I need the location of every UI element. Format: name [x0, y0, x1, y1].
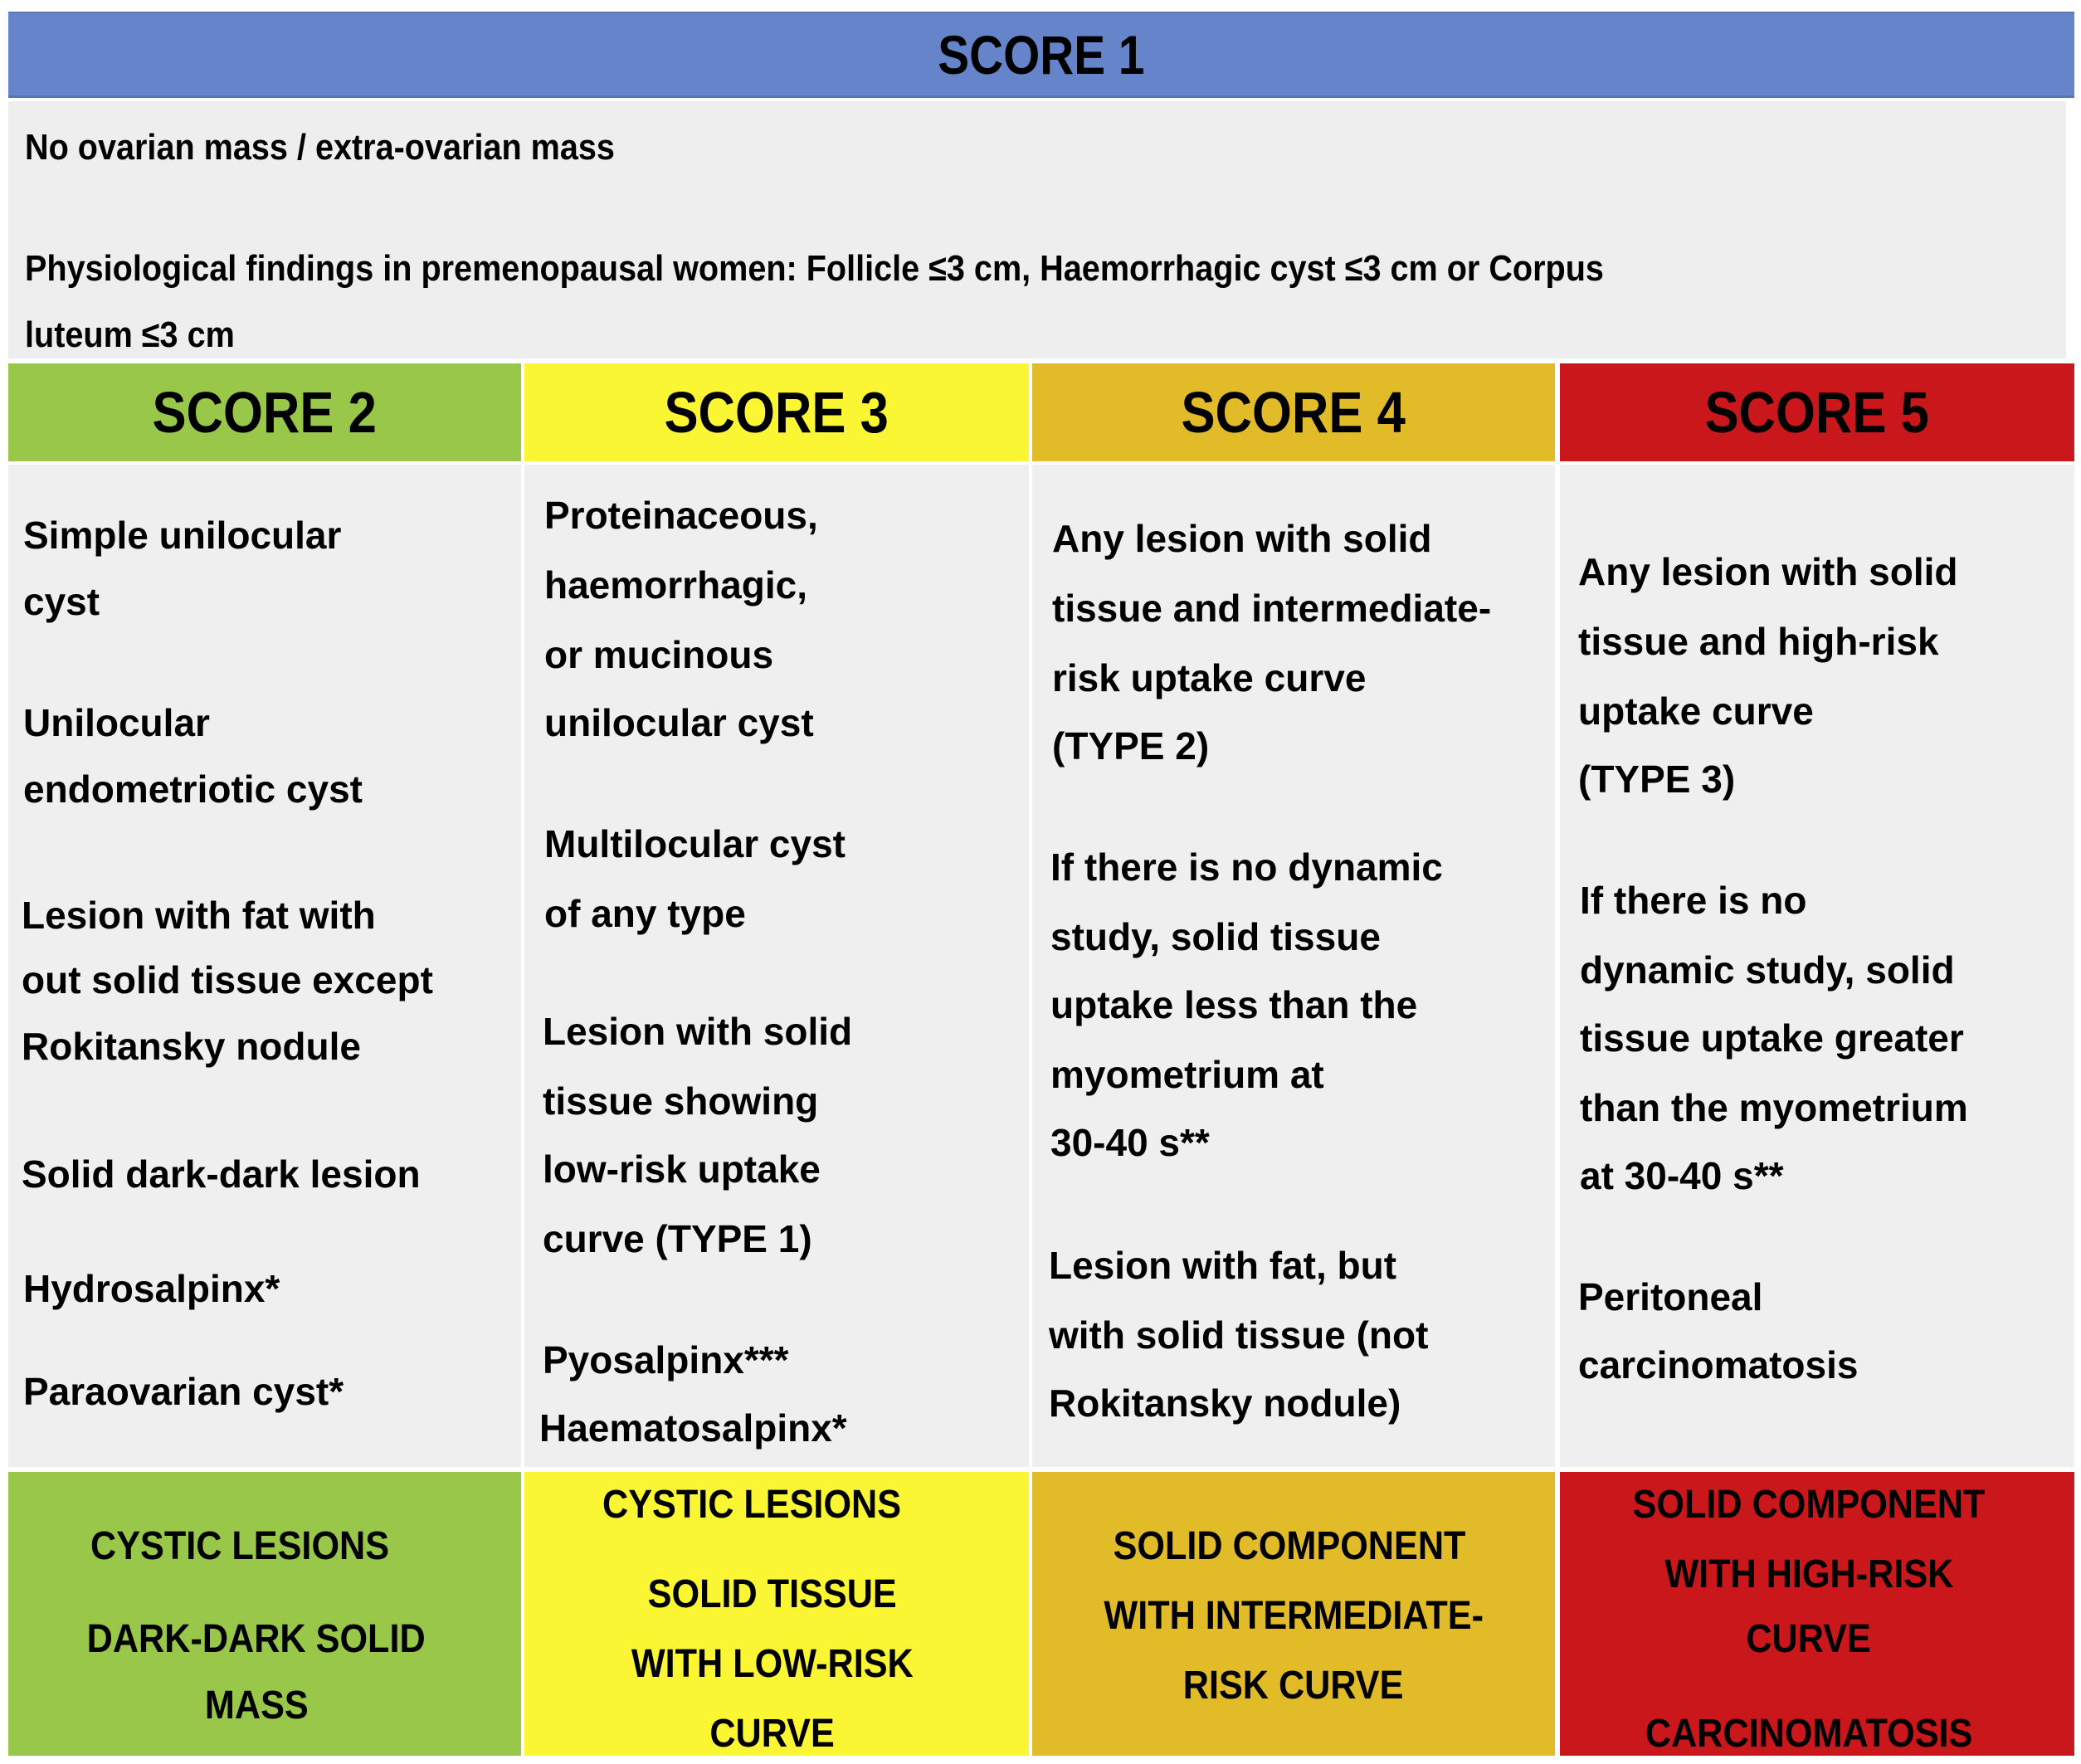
criteria-line: haemorrhagic,	[544, 563, 807, 607]
score-1-line: No ovarian mass / extra-ovarian mass	[25, 127, 615, 168]
criteria-line: tissue uptake greater	[1580, 1016, 1964, 1060]
criteria-line: Simple unilocular	[23, 514, 342, 557]
footer-line: RISK CURVE	[1183, 1664, 1404, 1708]
criteria-line: Unilocular	[23, 701, 210, 744]
criteria-line: 30-40 s**	[1050, 1121, 1210, 1164]
footer-line: DARK-DARK SOLID	[87, 1617, 426, 1661]
score-2-title: SCORE 2	[152, 380, 378, 445]
footer-line: MASS	[204, 1684, 309, 1727]
criteria-line: dynamic study, solid	[1580, 948, 1955, 992]
criteria-line: Haematosalpinx*	[539, 1406, 847, 1450]
criteria-line: study, solid tissue	[1050, 915, 1381, 958]
criteria-line: endometriotic cyst	[23, 767, 363, 811]
criteria-line: curve (TYPE 1)	[543, 1217, 812, 1260]
criteria-line: or mucinous	[544, 633, 774, 676]
criteria-line: carcinomatosis	[1578, 1343, 1859, 1386]
footer-line: SOLID COMPONENT	[1113, 1524, 1466, 1568]
footer-line: CURVE	[1746, 1617, 1872, 1661]
score-1-title: SCORE 1	[938, 23, 1145, 85]
criteria-line: unilocular cyst	[544, 701, 814, 744]
criteria-line: Any lesion with solid	[1052, 517, 1432, 560]
criteria-line: uptake less than the	[1050, 983, 1418, 1026]
footer-line: CYSTIC LESIONS	[90, 1524, 390, 1568]
criteria-line: Multilocular cyst	[544, 822, 846, 865]
score-1-line: Physiological findings in premenopausal women: Follicle ≤3 cm, Haemorrhagic cyst ≤3 cm or Corpus	[25, 248, 1604, 289]
score-3-title: SCORE 3	[664, 380, 889, 445]
criteria-line: with solid tissue (not	[1049, 1313, 1429, 1357]
score-4-title: SCORE 4	[1181, 380, 1406, 445]
score-5-footer	[1560, 1472, 2074, 1756]
score-4-header	[1032, 363, 1555, 461]
criteria-line: If there is no dynamic	[1050, 845, 1443, 889]
criteria-line: Lesion with solid	[543, 1010, 853, 1053]
footer-line: CARCINOMATOSIS	[1645, 1712, 1973, 1756]
footer-line: WITH HIGH-RISK	[1664, 1552, 1953, 1596]
criteria-line: cyst	[23, 580, 100, 623]
score-1-body	[8, 101, 2066, 358]
criteria-line: Proteinaceous,	[544, 494, 818, 537]
criteria-line: (TYPE 2)	[1052, 724, 1210, 767]
score-3-header	[524, 363, 1029, 461]
score-1-line: luteum ≤3 cm	[25, 314, 235, 355]
criteria-line: (TYPE 3)	[1578, 758, 1736, 801]
criteria-line: than the myometrium	[1580, 1086, 1968, 1129]
criteria-line: at 30-40 s**	[1580, 1154, 1784, 1197]
criteria-line: out solid tissue except	[22, 958, 433, 1001]
criteria-line: Hydrosalpinx*	[23, 1267, 280, 1310]
criteria-line: uptake curve	[1578, 690, 1814, 733]
criteria-line: of any type	[544, 892, 746, 935]
criteria-line: tissue showing	[543, 1079, 819, 1123]
score-2-header	[8, 363, 521, 461]
criteria-line: tissue and high-risk	[1578, 620, 1939, 663]
score-2-body	[8, 465, 521, 1467]
criteria-line: If there is no	[1580, 879, 1807, 922]
footer-line: WITH LOW-RISK	[631, 1642, 914, 1686]
score-4-body	[1032, 465, 1555, 1467]
criteria-line: Lesion with fat, but	[1049, 1244, 1397, 1287]
score-5-header	[1560, 363, 2074, 461]
criteria-line: Pyosalpinx***	[543, 1338, 789, 1381]
score-5-body	[1560, 465, 2074, 1467]
score-1-header	[8, 12, 2074, 98]
criteria-line: Peritoneal	[1578, 1275, 1763, 1318]
footer-line: CYSTIC LESIONS	[602, 1483, 902, 1527]
score-4-footer	[1032, 1472, 1555, 1756]
footer-line: SOLID COMPONENT	[1632, 1483, 1986, 1527]
criteria-line: risk uptake curve	[1052, 656, 1367, 699]
score-2-footer	[8, 1472, 521, 1756]
criteria-line: Paraovarian cyst*	[23, 1370, 344, 1413]
criteria-line: Any lesion with solid	[1578, 550, 1958, 593]
footer-line: WITH INTERMEDIATE-	[1104, 1594, 1484, 1638]
criteria-line: Rokitansky nodule)	[1049, 1381, 1401, 1425]
criteria-line: myometrium at	[1050, 1053, 1324, 1096]
footer-line: CURVE	[709, 1712, 836, 1756]
criteria-line: low-risk uptake	[543, 1148, 821, 1191]
footer-line: SOLID TISSUE	[647, 1572, 898, 1616]
criteria-line: Lesion with fat with	[22, 894, 376, 937]
criteria-line: Rokitansky nodule	[22, 1025, 361, 1068]
score-5-title: SCORE 5	[1704, 380, 1930, 445]
score-3-body	[524, 465, 1029, 1467]
criteria-line: tissue and intermediate-	[1052, 587, 1492, 630]
criteria-line: Solid dark-dark lesion	[22, 1152, 421, 1196]
score-3-footer	[524, 1472, 1029, 1756]
